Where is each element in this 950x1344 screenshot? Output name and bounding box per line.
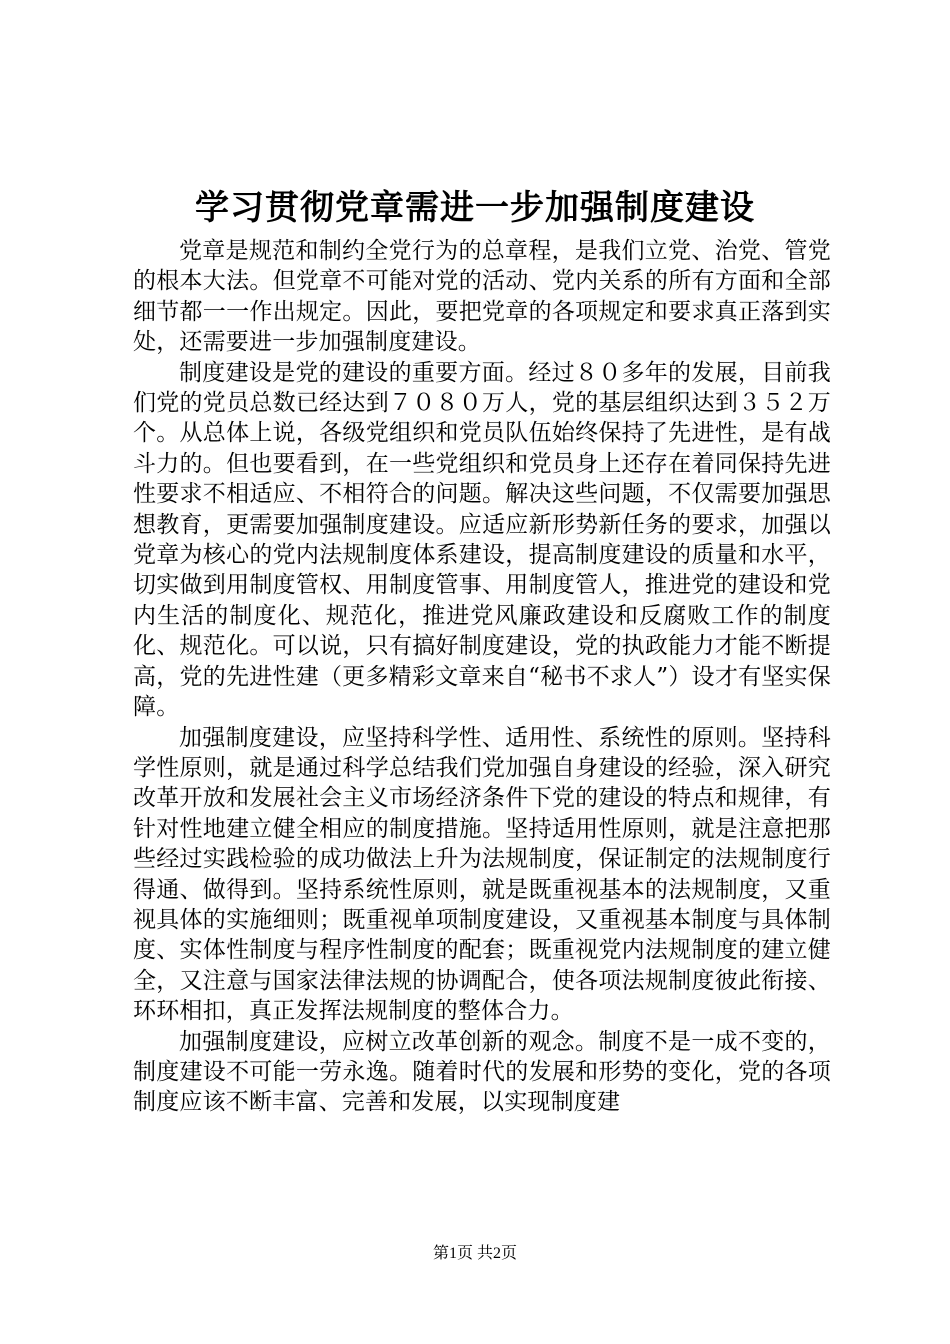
paragraph: 制度建设是党的建设的重要方面。经过８０多年的发展，目前我们党的党员总数已经达到７０８０万人，党的基层组织达到３５２万个。从总体上说，各级党组织和党员队伍始终保持了先进性，是有战斗力的。但也要看到，在一些党组织和党员身上还存在着同保持先进性要求不相适应、不相符合的问题。解决这些问题，不仅需要加强思想教育，更需要加强制度建设。应适应新形势新任务的要求，加强以党章为核心的党内法规制度体系建设，提高制度建设的质量和水平，切实做到用制度管权、用制度管事、用制度管人，推进党的建设和党内生活的制度化、规范化，推进党风廉政建设和反腐败工作的制度化、规范化。可以说，只有搞好制度建设，党的执政能力才能不断提高，党的先进性建（更多精彩文章来自“秘书不求人”）设才有坚实保障。 (133, 359, 831, 721)
page-footer: 第1页 共2页 (432, 1245, 517, 1262)
document-title: 学习贯彻党章需进一步加强制度建设 (195, 188, 755, 228)
paragraph: 加强制度建设，应树立改革创新的观念。制度不是一成不变的，制度建设不可能一劳永逸。随着时代的发展和形势的变化，党的各项制度应该不断丰富、完善和发展，以实现制度建 (133, 1028, 831, 1116)
document-body (133, 236, 831, 1118)
paragraph: 加强制度建设，应坚持科学性、适用性、系统性的原则。坚持科学性原则，就是通过科学总结我们党加强自身建设的经验，深入研究改革开放和发展社会主义市场经济条件下党的建设的特点和规律，有针对性地建立健全相应的制度措施。坚持适用性原则，就是注意把那些经过实践检验的成功做法上升为法规制度，保证制定的法规制度行得通、做得到。坚持系统性原则，就是既重视基本的法规制度，又重视具体的实施细则；既重视单项制度建设，又重视基本制度与具体制度、实体性制度与程序性制度的配套；既重视党内法规制度的建立健全，又注意与国家法律法规的协调配合，使各项法规制度彼此衔接、环环相扣，真正发挥法规制度的整体合力。 (133, 724, 831, 1025)
paragraph: 党章是规范和制约全党行为的总章程，是我们立党、治党、管党的根本大法。但党章不可能对党的活动、党内关系的所有方面和全部细节都一一作出规定。因此，要把党章的各项规定和要求真正落到实处，还需要进一步加强制度建设。 (133, 238, 831, 356)
